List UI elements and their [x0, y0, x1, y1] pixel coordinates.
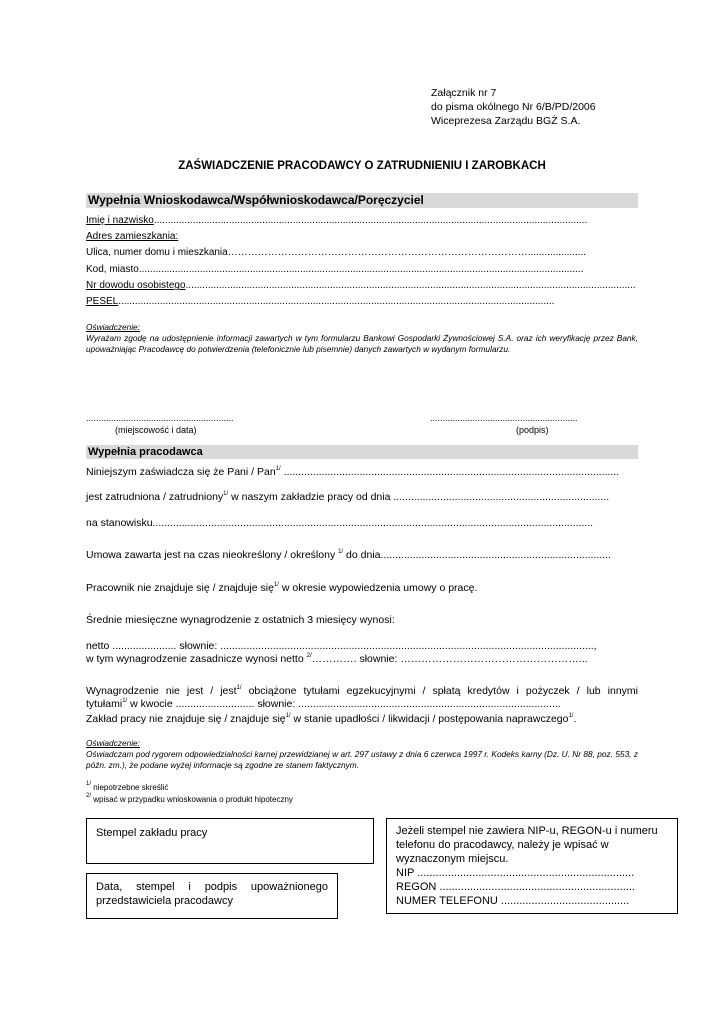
street-label: Ulica, numer domu i mieszkania	[86, 247, 228, 258]
employer-declaration	[86, 738, 638, 771]
declaration-title: Oświadczenie:	[86, 322, 140, 332]
text: Zakład pracy nie znajduje się / znajduje się	[86, 713, 286, 725]
base-salary-field[interactable]	[86, 653, 588, 665]
id-dots: ..................................................................................................................................................................	[185, 280, 636, 291]
name-field[interactable]	[86, 215, 587, 226]
employer-info-box	[386, 818, 678, 914]
name-label: Imię i nazwisko	[86, 215, 154, 226]
signature-label: (podpis)	[516, 425, 549, 435]
employee-name-field[interactable]	[86, 466, 619, 478]
dots: do dnia...............................................................................	[343, 549, 611, 561]
footnote-1	[86, 783, 168, 792]
dots: w naszym zakładzie pracy od dnia ..........................................................................	[228, 491, 610, 503]
footnote-ref: 1/	[568, 713, 574, 719]
annex-reference	[431, 86, 596, 128]
footnote-ref: 1/	[285, 713, 291, 719]
employer-info-text: Jeżeli stempel nie zawiera NIP-u, REGON-u i numeru telefonu do pracodawcy, należy je wpisać w wyznaczonym miejscu.	[396, 825, 658, 865]
company-stamp-label: Stempel zakładu pracy	[96, 827, 208, 839]
nip-field[interactable]: NIP .......................................................................	[396, 867, 635, 879]
regon-field[interactable]: REGON ................................................................	[396, 881, 635, 893]
text: Wynagrodzenie nie jest / jest	[86, 685, 237, 697]
garnishment-field[interactable]	[86, 685, 638, 697]
contract-field[interactable]	[86, 549, 611, 561]
employer-section-title: Wypełnia pracodawca	[88, 446, 203, 458]
city-dots: ................................................................................................................................................................	[138, 264, 584, 275]
city-field[interactable]	[86, 264, 583, 275]
employer-section-header	[86, 445, 638, 459]
annex-line: do pisma okólnego Nr 6/B/PD/2006	[431, 101, 596, 113]
text: w tym wynagrodzenie zasadnicze wynosi netto	[86, 653, 307, 665]
declaration-text: Wyrażam zgodę na udostępnienie informacji zawartych w tym formularzu Bankowi Gospodarki Żywnościowej S.A. oraz ich weryfikację przez Bank, upoważniając Pracodawcę do potwierdzenia (telefonicznie lub pisemnie) danych zawartych w wydanym formularzu.	[86, 333, 638, 354]
applicant-section-header	[86, 193, 638, 208]
dots: …………. słownie: ……………………………………………...	[311, 653, 588, 665]
text: jest zatrudniona / zatrudniony	[86, 491, 224, 503]
document-title: ZAŚWIADCZENIE PRACODAWCY O ZATRUDNIENIU I ZAROBKACH	[178, 160, 546, 172]
address-label: Adres zamieszkania:	[86, 231, 179, 242]
footnote-text: wpisać w przypadku wnioskowania o produkt hipoteczny	[91, 795, 293, 804]
company-stamp-box[interactable]	[86, 818, 374, 864]
footnote-ref: 1/	[273, 582, 279, 588]
text: w okresie wypowiedzenia umowy o pracę.	[278, 582, 478, 594]
annex-line: Załącznik nr 7	[431, 87, 497, 99]
text: Pracownik nie znajduje się / znajduje się	[86, 582, 274, 594]
declaration-title: Oświadczenie:	[86, 738, 140, 748]
dots: ...................................................................................................................	[280, 466, 620, 478]
street-dots: ……………………………………………………………………………….....................	[227, 247, 587, 258]
city-label: Kod, miasto	[86, 264, 139, 275]
footnote-ref: 2/	[306, 653, 312, 659]
text: obciążone tytułami egzekucyjnymi / spłatą kredytów i pożyczek / lub innymi	[241, 685, 638, 697]
text: Umowa zawarta jest na czas nieokreślony / określony	[86, 549, 339, 561]
footnote-text: niepotrzebne skreślić	[91, 783, 169, 792]
name-dots: ............................................................................................................................................................	[153, 215, 588, 226]
applicant-section-title: Wypełnia Wnioskodawca/Współwnioskodawca/Poręczyciel	[88, 193, 424, 207]
salary-heading: Średnie miesięczne wynagrodzenie z ostatnich 3 miesięcy wynosi:	[86, 614, 395, 626]
text: .	[573, 713, 577, 725]
employment-date-field[interactable]	[86, 491, 609, 503]
garnishment-amount-field[interactable]	[86, 698, 561, 710]
footnote-2	[86, 795, 293, 804]
dots: w kwocie ........................... słownie: ..........................................................................................	[127, 698, 561, 710]
notice-period-field[interactable]	[86, 582, 477, 594]
signature-line[interactable]: ...........................................................	[430, 413, 578, 423]
place-date-label: (miejscowość i data)	[115, 425, 197, 435]
phone-field[interactable]: NUMER TELEFONU ..........................................	[396, 895, 630, 907]
text: tytułami	[86, 698, 123, 710]
pesel-dots: .............................................................................................................................................................	[118, 296, 555, 307]
authorized-signature-label: Data, stempel i podpis upoważnionego przedstawiciela pracodawcy	[96, 881, 328, 907]
footnote-ref: 1/	[338, 549, 344, 555]
place-date-line[interactable]: ...........................................................	[86, 413, 234, 423]
footnote-mark: 2/	[86, 793, 92, 799]
footnote-ref: 1/	[236, 685, 242, 691]
declaration-text: Oświadczam pod rygorem odpowiedzialności karnej przewidzianej w art. 297 ustawy z dnia 6 czerwca 1997 r. Kodeks karny (Dz. U. Nr 88, poz. 553, z późn. zm.), że podane wyżej informacje są zgodne ze stanem faktycznym.	[86, 749, 638, 770]
authorized-signature-box[interactable]	[86, 873, 338, 919]
text: w stanie upadłości / likwidacji / postępowania naprawczego	[290, 713, 569, 725]
footnote-ref: 1/	[275, 466, 281, 472]
footnote-ref: 1/	[223, 491, 229, 497]
applicant-declaration	[86, 322, 638, 355]
id-label: Nr dowodu osobistego	[86, 280, 186, 291]
position-field[interactable]: na stanowisku.......................................................................................................................................................	[86, 517, 594, 529]
footnote-mark: 1/	[86, 781, 92, 787]
text: Niniejszym zaświadcza się że Pani / Pan	[86, 466, 276, 478]
id-field[interactable]	[86, 280, 636, 291]
address-heading	[86, 231, 178, 242]
pesel-label: PESEL	[86, 296, 119, 307]
net-salary-field[interactable]: netto ...................... słownie: ................................................................................................................................,	[86, 640, 597, 652]
bankruptcy-field[interactable]	[86, 713, 576, 725]
pesel-field[interactable]	[86, 296, 554, 307]
annex-line: Wiceprezesa Zarządu BGŻ S.A.	[431, 115, 581, 127]
footnote-ref: 1/	[122, 698, 128, 704]
street-field[interactable]	[86, 247, 586, 258]
